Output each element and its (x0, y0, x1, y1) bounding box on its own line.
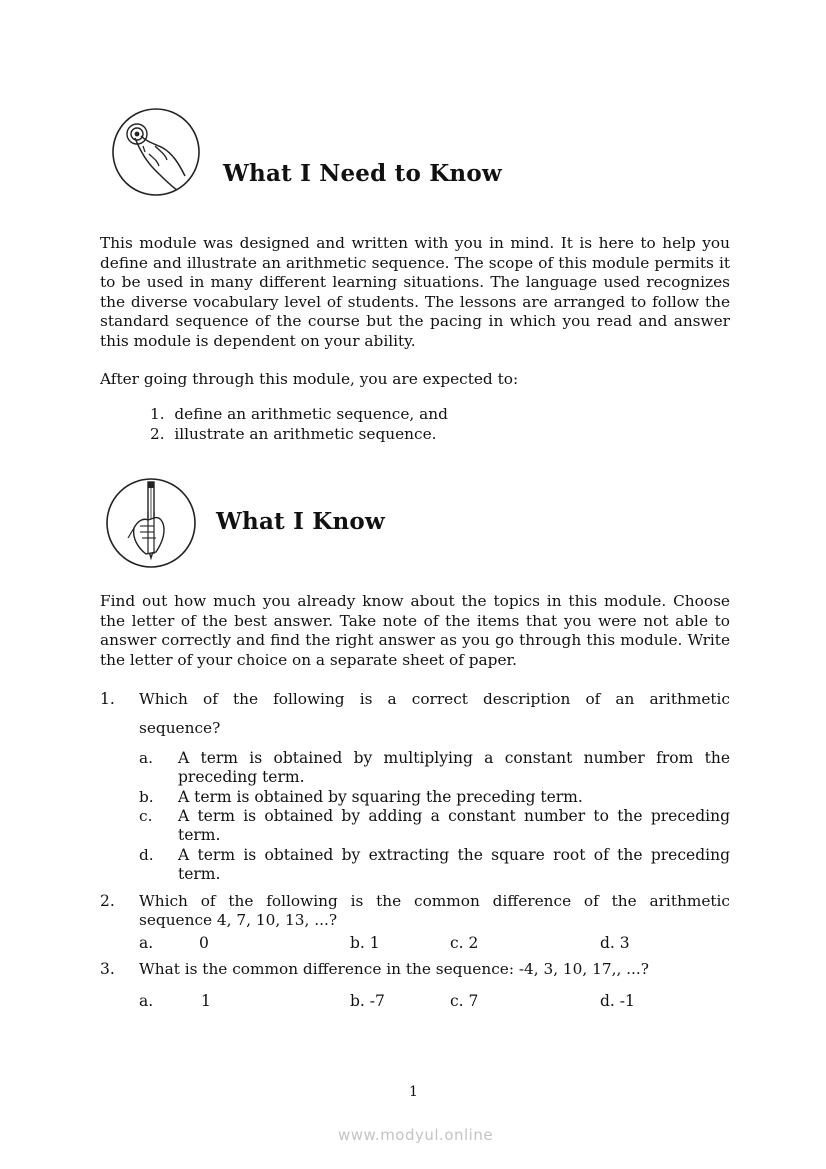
section-title-what-i-know: What I Know (216, 508, 385, 535)
question-text: Which of the following is a correct description of an arithmetic (139, 690, 730, 708)
objective-item: 1. define an arithmetic sequence, and (150, 405, 448, 423)
option-text-continuation: term. (178, 865, 221, 883)
page-number: 1 (409, 1084, 418, 1100)
pretest-instructions-paragraph: Find out how much you already know about the topics in this module. Choose the letter of the best answer. Take note of the items that you were not able to answer correctly and find the right answer as you go through this module. Write the letter of your choice on a separate sheet of paper. (100, 592, 730, 669)
question-text: Which of the following is the common difference of the arithmetic (139, 892, 730, 910)
option-letter: a. (139, 992, 154, 1010)
option-letter: d. (139, 846, 154, 864)
question-text-continuation: sequence 4, 7, 10, 13, ...? (139, 911, 338, 929)
watermark: www.modyul.online (338, 1126, 494, 1144)
option-text: A term is obtained by extracting the square root of the preceding (178, 846, 730, 864)
option-item: c. 7 (450, 992, 479, 1010)
option-letter: c. (139, 807, 153, 825)
option-item: d. 3 (600, 934, 630, 952)
option-item: b. -7 (350, 992, 385, 1010)
question-text: What is the common difference in the sequence: -4, 3, 10, 17,, ...? (139, 960, 649, 978)
section-title-what-i-need-to-know: What I Need to Know (223, 160, 502, 187)
option-text: A term is obtained by squaring the preceding term. (178, 788, 583, 806)
question-number: 3. (100, 960, 115, 978)
option-item: b. 1 (350, 934, 380, 952)
question-number: 2. (100, 892, 115, 910)
option-letter: a. (139, 749, 153, 767)
hand-holding-pencil-icon (104, 476, 198, 570)
question-number: 1. (100, 690, 115, 708)
option-item: d. -1 (600, 992, 635, 1010)
option-value: 1 (201, 992, 211, 1010)
option-text: A term is obtained by multiplying a constant number from the (178, 749, 730, 767)
option-letter: a. (139, 934, 154, 952)
objective-item: 2. illustrate an arithmetic sequence. (150, 425, 437, 443)
option-text-continuation: preceding term. (178, 768, 305, 786)
option-letter: b. (139, 788, 154, 806)
objectives-intro: After going through this module, you are expected to: (100, 370, 519, 388)
module-description-paragraph: This module was designed and written with you in mind. It is here to help you define and illustrate an arithmetic sequence. The scope of this module permits it to be used in many different learning situations. The language used recognizes the diverse vocabulary level of students. The lessons are arranged to follow the standard sequence of the course but the pacing in which you read and answer this module is dependent on your ability. (100, 234, 730, 350)
option-text: A term is obtained by adding a constant number to the preceding (178, 807, 730, 825)
pointing-hand-icon (111, 108, 203, 198)
option-item: c. 2 (450, 934, 479, 952)
question-text-continuation: sequence? (139, 719, 221, 737)
objectives-list (150, 404, 448, 444)
option-value: 0 (199, 934, 209, 952)
option-text-continuation: term. (178, 826, 221, 844)
